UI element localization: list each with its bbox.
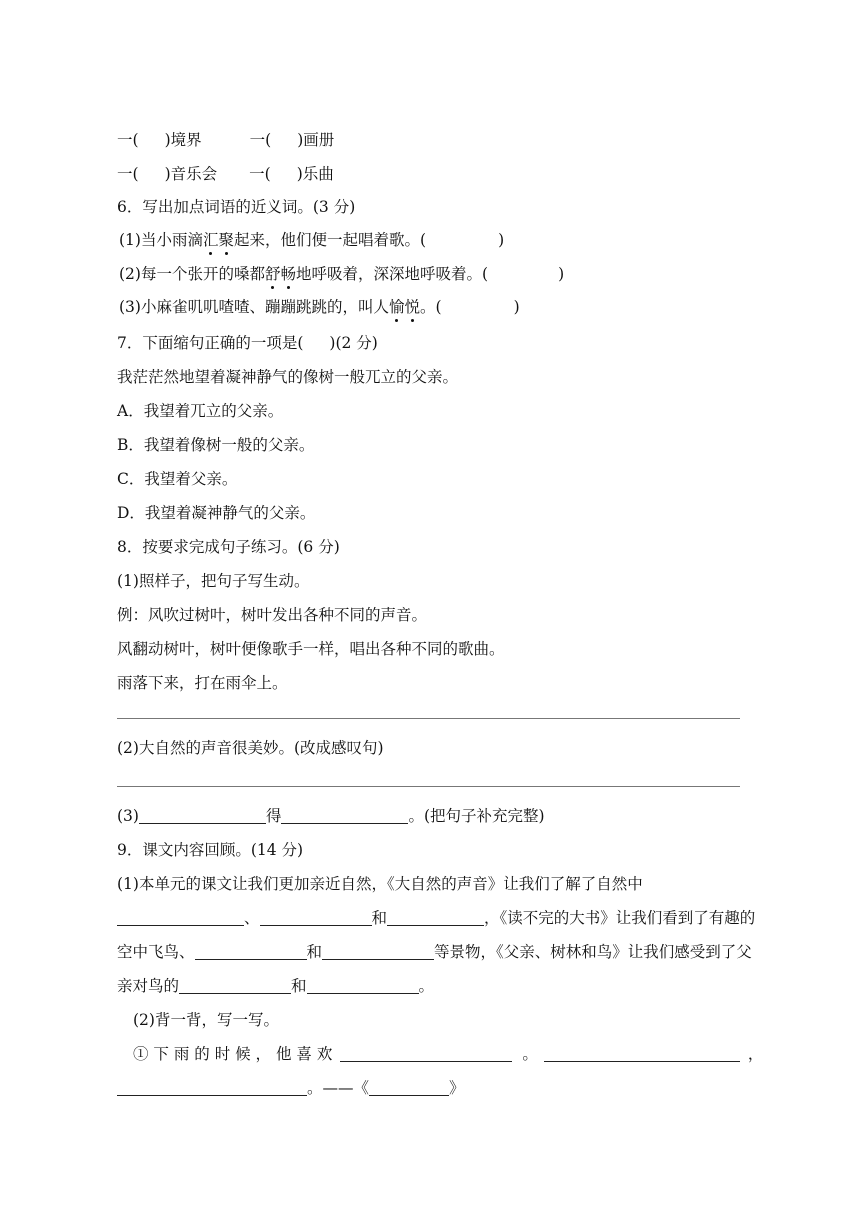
dotted-char: 愉 [388, 298, 405, 316]
q6-line-3: (3)小麻雀叽叽喳喳、蹦蹦跳跳的，叫人愉悦。( ) [119, 298, 520, 316]
blank[interactable] [544, 1045, 740, 1062]
q9-p1-line-a: (1)本单元的课文让我们更加亲近自然，《大自然的声音》让我们了解了自然中 [117, 875, 643, 893]
blank[interactable] [340, 1045, 512, 1062]
blank[interactable] [387, 909, 484, 926]
blank[interactable] [307, 977, 419, 994]
dotted-char: 舒 [264, 265, 281, 283]
row1-a-close: )境界 [164, 131, 202, 149]
blank[interactable] [117, 1079, 307, 1096]
dotted-char: 畅 [280, 265, 296, 283]
q8-part2: (2)大自然的声音很美妙。(改成感叹句) [117, 739, 384, 757]
q7-option-d: D．我望着凝神静气的父亲。 [117, 504, 316, 522]
row2-a-open: 一( [117, 165, 139, 183]
q9-p1-line-d: 亲对鸟的 和 。 [117, 977, 435, 995]
dotted-char: 聚 [218, 231, 234, 249]
dotted-char: 汇 [202, 231, 219, 249]
q8-title: 8．按要求完成句子练习。(6 分) [117, 538, 340, 556]
dotted-char: 悦 [404, 298, 420, 316]
row2-b-close: )乐曲 [296, 165, 334, 183]
row1-a-open: 一( [117, 131, 139, 149]
q9-title: 9．课文内容回顾。(14 分) [117, 841, 304, 859]
fill-row-1 [117, 130, 334, 150]
q8-example: 例：风吹过树叶，树叶发出各种不同的声音。 [117, 606, 428, 624]
blank[interactable] [369, 1079, 449, 1096]
row2-a-close: )音乐会 [164, 165, 218, 183]
blank[interactable] [179, 977, 291, 994]
q6-title: 6．写出加点词语的近义词。(3 分) [117, 198, 356, 216]
q9-recite-line-2: 。——《 》 [117, 1078, 465, 1098]
q7-title: 7．下面缩句正确的一项是( )(2 分) [117, 334, 378, 352]
q9-part2: (2)背一背，写一写。 [133, 1011, 279, 1029]
answer-line-2[interactable] [117, 786, 740, 787]
q8-example-2: 风翻动树叶，树叶便像歌手一样，唱出各种不同的歌曲。 [117, 640, 505, 658]
q8-part1: (1)照样子，把句子写生动。 [117, 572, 310, 590]
row2-b-open: 一( [249, 165, 271, 183]
blank[interactable] [117, 909, 244, 926]
blank[interactable] [260, 909, 372, 926]
q7-option-b: B．我望着像树一般的父亲。 [117, 436, 315, 454]
q7-option-a: A．我望着兀立的父亲。 [117, 402, 284, 420]
answer-line-1[interactable] [117, 718, 740, 719]
q7-sentence: 我茫茫然地望着凝神静气的像树一般兀立的父亲。 [117, 368, 459, 386]
q9-p1-line-c: 空中飞鸟、 和 等景物，《父亲、树林和鸟》让我们感受到了父 [117, 943, 752, 961]
q9-p1-line-b: 、 和 ，《读不完的大书》让我们看到了有趣的 [117, 908, 755, 928]
q9-recite-line-1: ① 下 雨 的 时 候 ， 他 喜 欢 。 ， [133, 1045, 764, 1063]
q6-line-2: (2)每一个张开的嗓都舒畅地呼吸着，深深地呼吸着。( ) [119, 265, 565, 283]
q6-line-1: (1)当小雨滴汇聚起来，他们便一起唱着歌。( ) [119, 231, 505, 249]
row1-b-close: )画册 [297, 131, 335, 149]
blank[interactable] [322, 943, 434, 960]
blank[interactable] [195, 943, 307, 960]
q8-part3: (3) 得 。(把句子补充完整) [117, 807, 545, 825]
blank[interactable] [281, 807, 408, 824]
q7-option-c: C．我望着父亲。 [117, 470, 238, 488]
fill-row-2 [117, 164, 334, 184]
q8-prompt: 雨落下来，打在雨伞上。 [117, 674, 288, 692]
blank[interactable] [139, 807, 266, 824]
row1-b-open: 一( [249, 131, 272, 149]
